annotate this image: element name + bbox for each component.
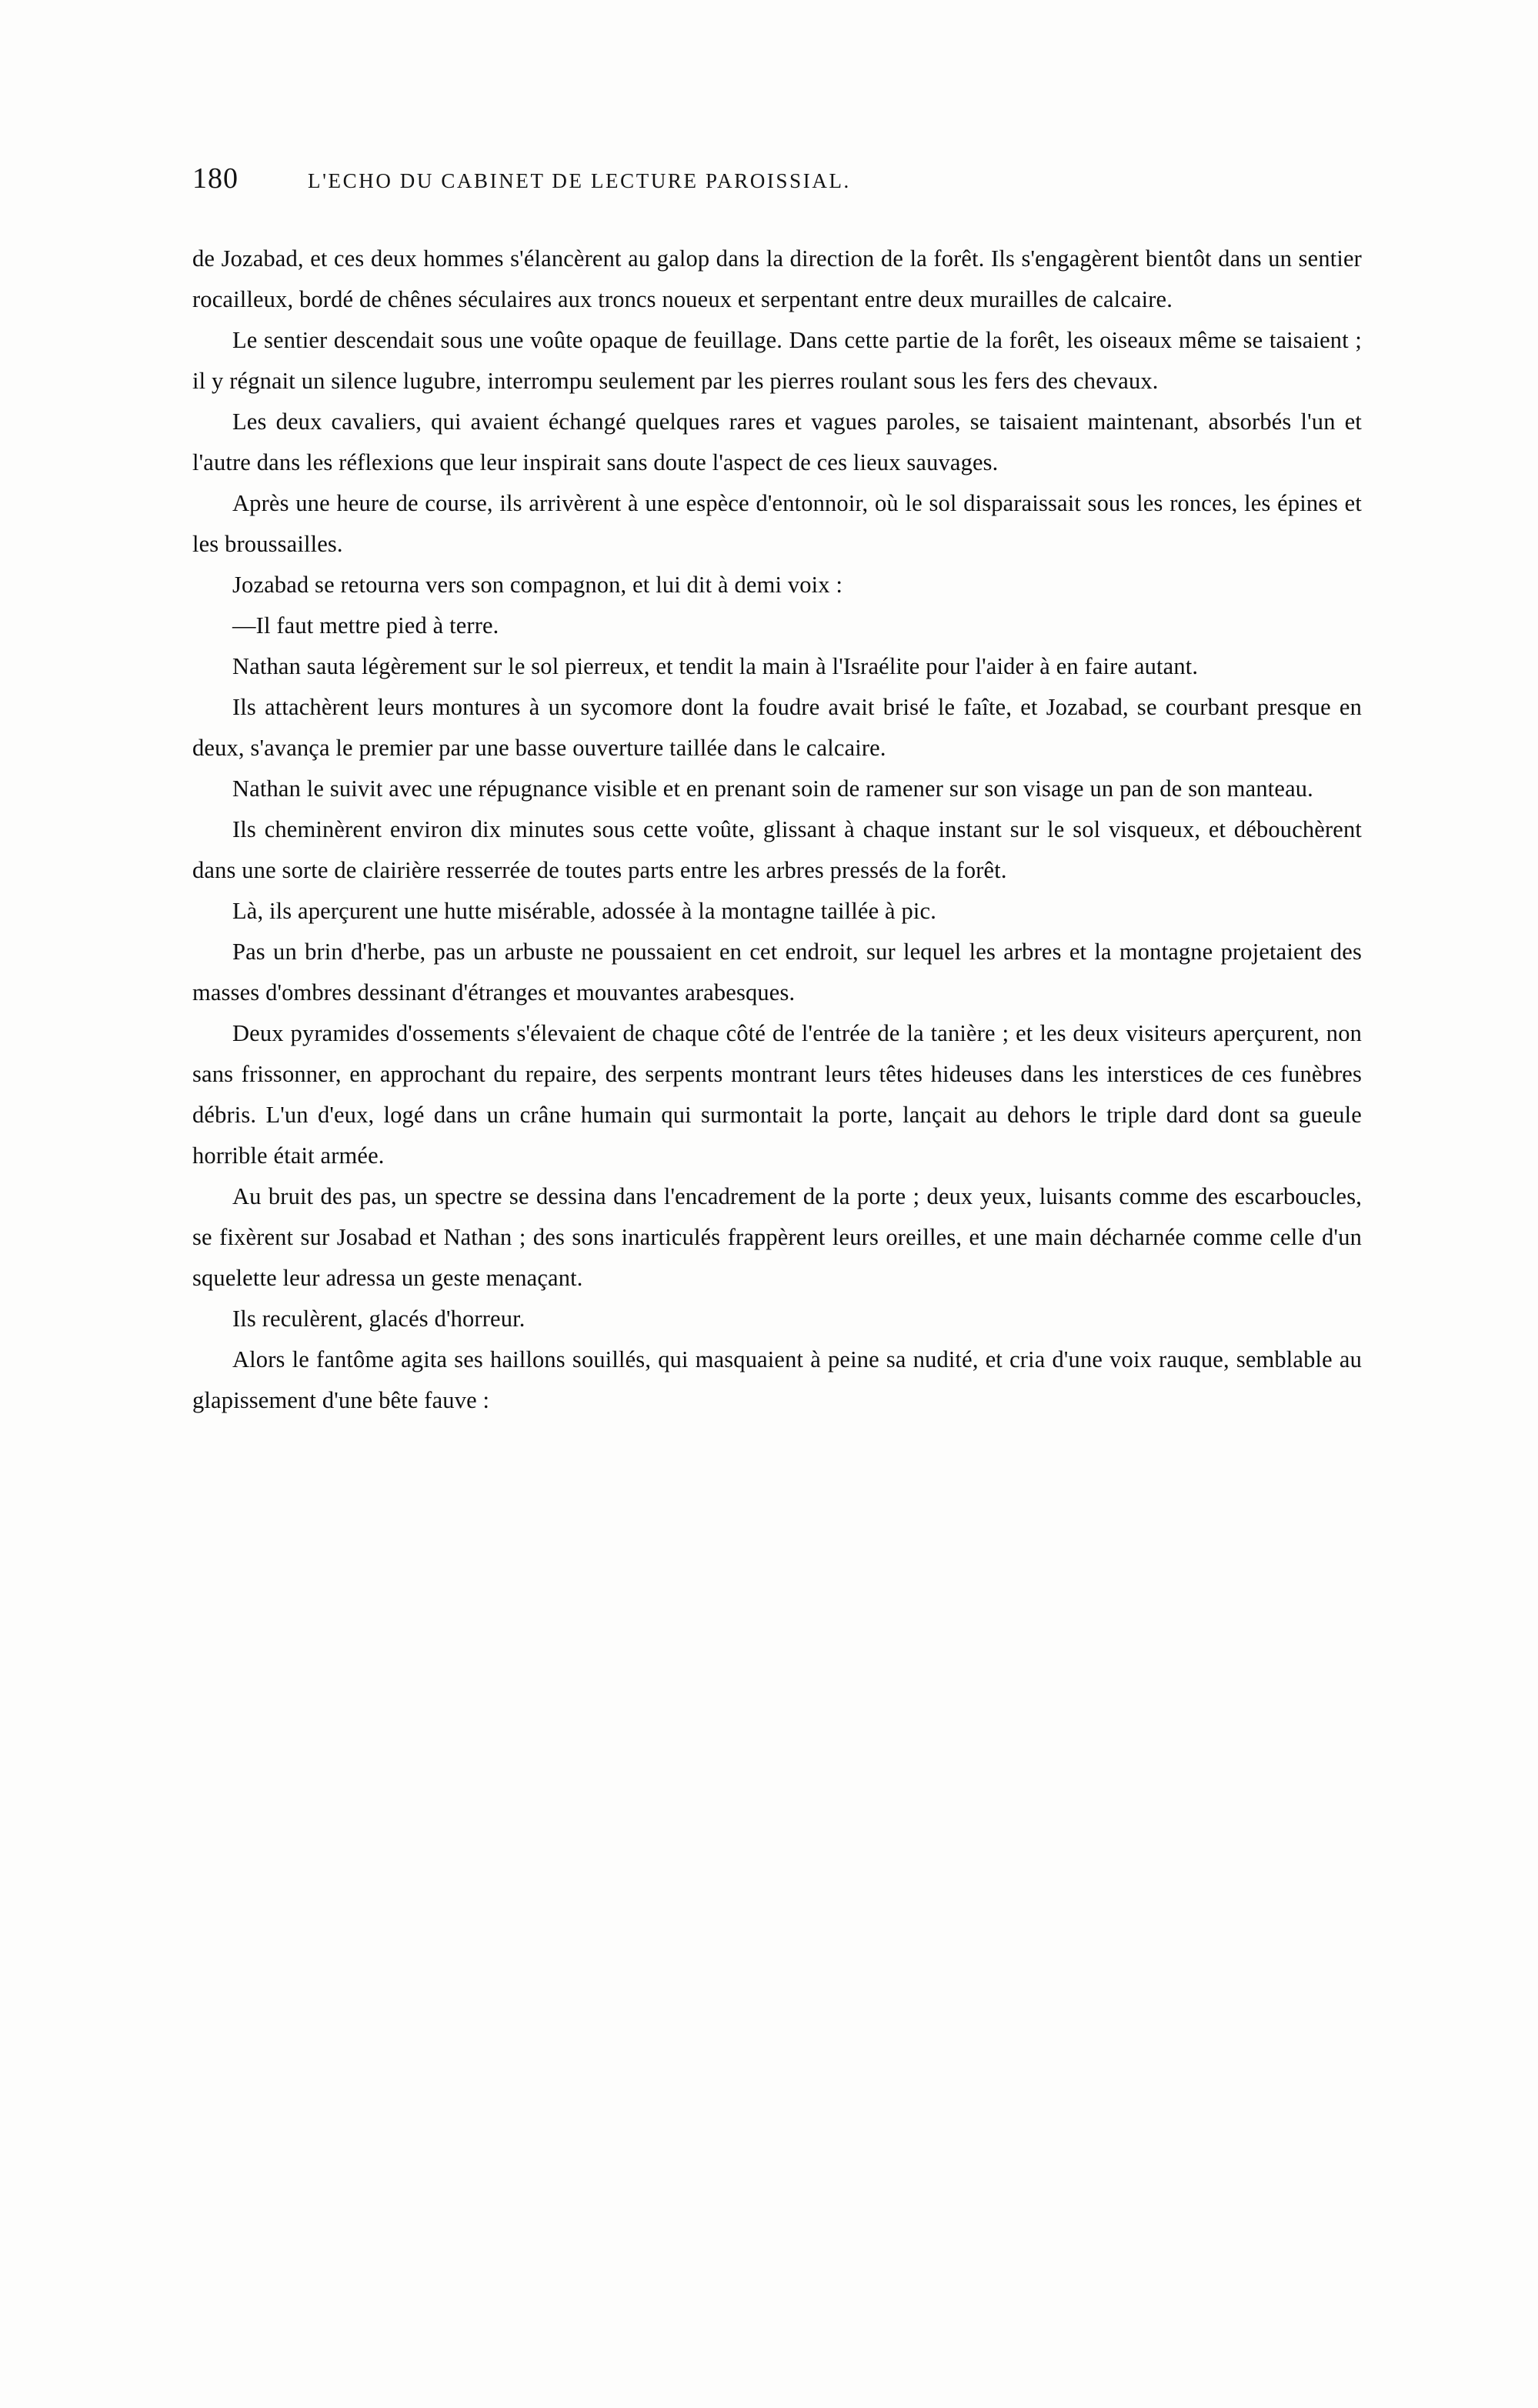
page-content (192, 162, 1362, 1421)
paragraph-dialogue: —Il faut mettre pied à terre. (232, 612, 499, 639)
paragraph: Ils cheminèrent environ dix minutes sous cette voûte, glissant à chaque instant sur le sol visqueux, et débouchèrent dans une sorte de clairière resserrée de toutes parts entre les arbres pressés de la forêt. (192, 816, 1362, 883)
paragraph: Le sentier descendait sous une voûte opaque de feuillage. Dans cette partie de la forêt, les oiseaux même se taisaient ; il y régnait un silence lugubre, interrompu seulement par les pierres roulant sous les fers des chevaux. (192, 327, 1362, 394)
paragraph: Au bruit des pas, un spectre se dessina dans l'encadrement de la porte ; deux yeux, luisants comme des escarboucles, se fixèrent sur Josabad et Nathan ; des sons inarticulés frappèrent leurs oreilles, et une main décharnée comme celle d'un squelette leur adressa un geste menaçant. (192, 1183, 1362, 1291)
paragraph: Deux pyramides d'ossements s'élevaient de chaque côté de l'entrée de la tanière ; et les deux visiteurs aperçurent, non sans frissonner, en approchant du repaire, des serpents montrant leurs têtes hideuses dans les interstices de ces funèbres débris. L'un d'eux, logé dans un crâne humain qui surmontait la porte, lançait au dehors le triple dard dont sa gueule horrible était armée. (192, 1020, 1362, 1169)
body-text (192, 238, 1362, 1421)
paragraph: Ils attachèrent leurs montures à un sycomore dont la foudre avait brisé le faîte, et Jozabad, se courbant presque en deux, s'avança le premier par une basse ouverture taillée dans le calcaire. (192, 694, 1362, 761)
page-number: 180 (192, 162, 239, 195)
paragraph: Ils reculèrent, glacés d'horreur. (232, 1306, 525, 1332)
paragraph: Jozabad se retourna vers son compagnon, et lui dit à demi voix : (232, 572, 843, 598)
paragraph: Alors le fantôme agita ses haillons souillés, qui masquaient à peine sa nudité, et cria d'une voix rauque, semblable au glapissement d'une bête fauve : (192, 1346, 1362, 1413)
paragraph: Là, ils aperçurent une hutte misérable, adossée à la montagne taillée à pic. (232, 898, 937, 924)
paragraph: Nathan le suivit avec une répugnance visible et en prenant soin de ramener sur son visage un pan de son manteau. (232, 775, 1313, 802)
paragraph: Pas un brin d'herbe, pas un arbuste ne poussaient en cet endroit, sur lequel les arbres et la montagne projetaient des masses d'ombres dessinant d'étranges et mouvantes arabesques. (192, 939, 1362, 1006)
running-head (192, 162, 1362, 195)
paragraph: de Jozabad, et ces deux hommes s'élancèrent au galop dans la direction de la forêt. Ils s'engagèrent bientôt dans un sentier rocailleux, bordé de chênes séculaires aux troncs noueux et serpentant entre deux murailles de calcaire. (192, 245, 1362, 312)
paragraph: Après une heure de course, ils arrivèrent à une espèce d'entonnoir, où le sol disparaissait sous les ronces, les épines et les broussailles. (192, 490, 1362, 557)
paragraph: Les deux cavaliers, qui avaient échangé quelques rares et vagues paroles, se taisaient maintenant, absorbés l'un et l'autre dans les réflexions que leur inspirait sans doute l'aspect de ces lieux sauvages. (192, 409, 1362, 475)
running-head-title: L'ECHO DU CABINET DE LECTURE PAROISSIAL. (308, 169, 851, 192)
paragraph: Nathan sauta légèrement sur le sol pierreux, et tendit la main à l'Israélite pour l'aider à en faire autant. (232, 653, 1199, 679)
